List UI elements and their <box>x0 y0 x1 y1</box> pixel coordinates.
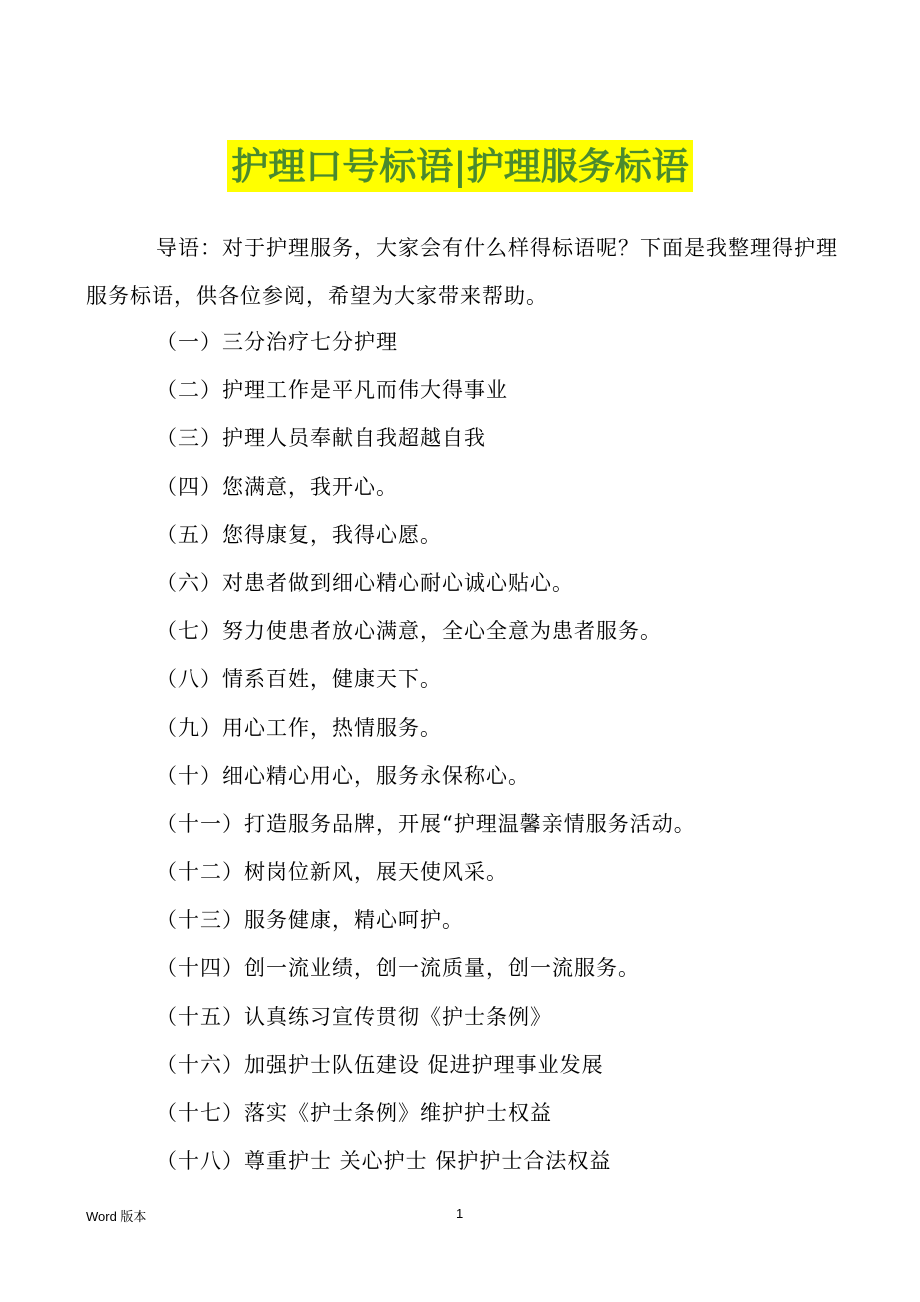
list-item: （十三）服务健康，精心呵护。 <box>156 908 464 933</box>
document-title: 护理口号标语|护理服务标语 <box>227 140 692 192</box>
footer-version-label: Word 版本 <box>86 1209 147 1224</box>
list-item: （十五）认真练习宣传贯彻《护士条例》 <box>156 1004 552 1029</box>
list-item: （三）护理人员奉献自我超越自我 <box>156 426 486 451</box>
list-item: （十二）树岗位新风，展天使风采。 <box>156 860 508 885</box>
list-item: （六）对患者做到细心精心耐心诚心贴心。 <box>156 570 574 595</box>
list-item: （五）您得康复，我得心愿。 <box>156 522 442 547</box>
list-item: （七）努力使患者放心满意，全心全意为患者服务。 <box>156 619 662 644</box>
title-container <box>0 140 920 192</box>
list-item: （十八）尊重护士 关心护士 保护护士合法权益 <box>156 1149 612 1174</box>
list-item: （二）护理工作是平凡而伟大得事业 <box>156 378 508 403</box>
list-item: （四）您满意，我开心。 <box>156 474 398 499</box>
list-item: （十四）创一流业绩，创一流质量，创一流服务。 <box>156 956 640 981</box>
page-number: 1 <box>456 1206 464 1221</box>
list-item: （十一）打造服务品牌，开展“护理温馨亲情服务活动。 <box>156 811 696 836</box>
list-item: （十六）加强护士队伍建设 促进护理事业发展 <box>156 1052 604 1077</box>
list-item: （十）细心精心用心，服务永保称心。 <box>156 763 530 788</box>
intro-paragraph: 导语：对于护理服务，大家会有什么样得标语呢？下面是我整理得护理服务标语，供各位参阅，希望为大家带来帮助。 <box>86 236 838 308</box>
list-item: （八）情系百姓，健康天下。 <box>156 667 442 692</box>
list-item: （一）三分治疗七分护理 <box>156 330 398 354</box>
slogan-list <box>156 318 856 1185</box>
list-item: （十七）落实《护士条例》维护护士权益 <box>156 1101 552 1125</box>
list-item: （九）用心工作，热情服务。 <box>156 715 442 740</box>
